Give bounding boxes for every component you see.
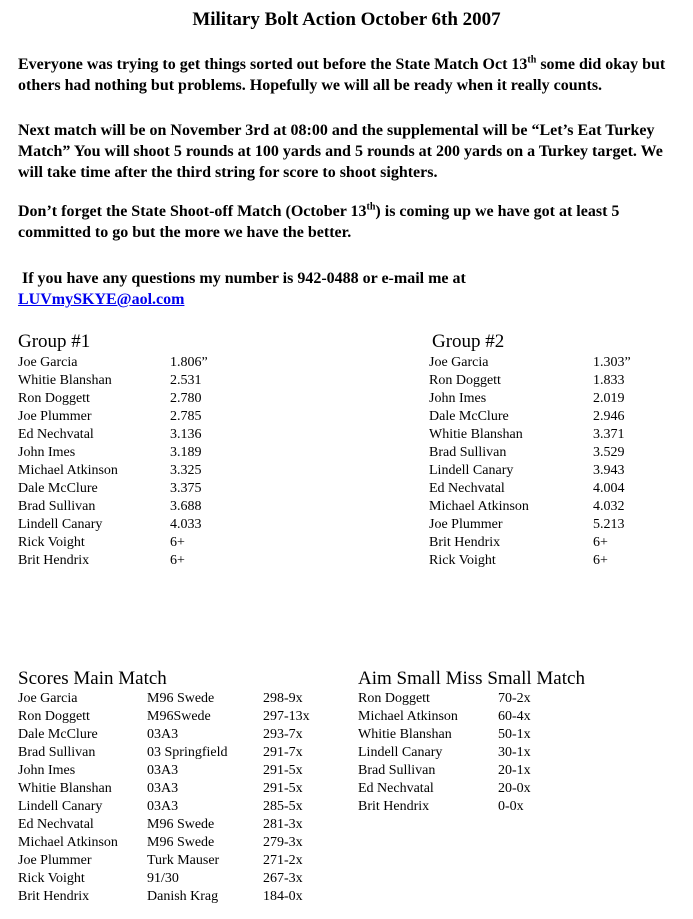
shooter-name: Michael Atkinson bbox=[18, 463, 118, 478]
rifle: 03 Springfield bbox=[147, 745, 228, 760]
shooter-name: Michael Atkinson bbox=[358, 709, 458, 724]
shooter-name: Whitie Blanshan bbox=[18, 373, 112, 388]
score: 20-1x bbox=[498, 763, 531, 778]
group-size: 6+ bbox=[170, 553, 185, 568]
group-size: 1.806” bbox=[170, 355, 208, 370]
rifle: M96 Swede bbox=[147, 817, 215, 832]
group1-row bbox=[18, 534, 258, 552]
main-match-row bbox=[18, 888, 338, 906]
intro-text-rest: some did okay but others had nothing but problems. Hopefully we will all be ready when it really counts. bbox=[18, 56, 666, 94]
main-match-row bbox=[18, 780, 338, 798]
intro-paragraph bbox=[18, 54, 678, 96]
score: 291-5x bbox=[263, 763, 303, 778]
group-size: 3.943 bbox=[593, 463, 625, 478]
group2-row bbox=[429, 408, 669, 426]
shooter-name: Joe Plummer bbox=[18, 853, 92, 868]
group-size: 5.213 bbox=[593, 517, 625, 532]
group1-row bbox=[18, 462, 258, 480]
aim-small-row bbox=[358, 690, 578, 708]
shooter-name: Michael Atkinson bbox=[18, 835, 118, 850]
rifle: 03A3 bbox=[147, 799, 179, 814]
group1-row bbox=[18, 516, 258, 534]
group-size: 2.019 bbox=[593, 391, 625, 406]
shooter-name: Ed Nechvatal bbox=[18, 427, 94, 442]
group-size: 2.785 bbox=[170, 409, 202, 424]
contact-text: If you have any questions my number is 942-0488 or e-mail me at bbox=[18, 270, 466, 287]
group1-row bbox=[18, 498, 258, 516]
group-size: 3.325 bbox=[170, 463, 202, 478]
shooter-name: Ron Doggett bbox=[18, 391, 90, 406]
group1-row bbox=[18, 408, 258, 426]
rifle: Turk Mauser bbox=[147, 853, 220, 868]
group-size: 6+ bbox=[593, 553, 608, 568]
group1-table bbox=[18, 354, 258, 570]
shooter-name: Lindell Canary bbox=[429, 463, 514, 478]
contact-info bbox=[18, 268, 466, 310]
group1-heading: Group #1 bbox=[18, 331, 91, 352]
group-size: 6+ bbox=[170, 535, 185, 550]
group-size: 3.189 bbox=[170, 445, 202, 460]
shooter-name: Brad Sullivan bbox=[18, 745, 96, 760]
group1-row bbox=[18, 444, 258, 462]
group-size: 3.136 bbox=[170, 427, 202, 442]
rifle: 03A3 bbox=[147, 763, 179, 778]
shooter-name: Michael Atkinson bbox=[429, 499, 529, 514]
shooter-name: Ron Doggett bbox=[429, 373, 501, 388]
score: 184-0x bbox=[263, 889, 303, 904]
group-size: 2.780 bbox=[170, 391, 202, 406]
main-match-row bbox=[18, 762, 338, 780]
shooter-name: Joe Garcia bbox=[18, 691, 78, 706]
shooter-name: Rick Voight bbox=[18, 535, 85, 550]
shooter-name: Ed Nechvatal bbox=[358, 781, 434, 796]
rifle: Danish Krag bbox=[147, 889, 219, 904]
main-match-heading: Scores Main Match bbox=[18, 668, 167, 689]
shooter-name: Brad Sullivan bbox=[429, 445, 507, 460]
main-match-row bbox=[18, 708, 338, 726]
state-match-ordinal: th bbox=[366, 201, 376, 213]
shooter-name: Brit Hendrix bbox=[18, 553, 90, 568]
shooter-name: Brit Hendrix bbox=[358, 799, 430, 814]
group1-row bbox=[18, 426, 258, 444]
intro-text: Everyone was trying to get things sorted out before the State Match Oct 13 bbox=[18, 56, 528, 73]
shooter-name: Brit Hendrix bbox=[429, 535, 501, 550]
score: 50-1x bbox=[498, 727, 531, 742]
group1-row bbox=[18, 390, 258, 408]
main-match-row bbox=[18, 798, 338, 816]
group1-row bbox=[18, 480, 258, 498]
score: 291-7x bbox=[263, 745, 303, 760]
shooter-name: Dale McClure bbox=[429, 409, 509, 424]
rifle: 03A3 bbox=[147, 781, 179, 796]
group-size: 2.946 bbox=[593, 409, 625, 424]
state-match-text-rest: ) is coming up we have got at least 5 committed to go but the more we have the better. bbox=[18, 203, 620, 241]
group-size: 3.688 bbox=[170, 499, 202, 514]
aim-small-row bbox=[358, 762, 578, 780]
shooter-name: Lindell Canary bbox=[18, 517, 103, 532]
group2-row bbox=[429, 534, 669, 552]
group2-row bbox=[429, 354, 669, 372]
shooter-name: Joe Plummer bbox=[18, 409, 92, 424]
shooter-name: Whitie Blanshan bbox=[429, 427, 523, 442]
group-size: 1.303” bbox=[593, 355, 631, 370]
group-size: 4.004 bbox=[593, 481, 625, 496]
main-match-row bbox=[18, 690, 338, 708]
shooter-name: Joe Plummer bbox=[429, 517, 503, 532]
group2-row bbox=[429, 498, 669, 516]
score: 279-3x bbox=[263, 835, 303, 850]
score: 297-13x bbox=[263, 709, 310, 724]
rifle: M96Swede bbox=[147, 709, 211, 724]
rifle: 03A3 bbox=[147, 727, 179, 742]
state-match-text: Don’t forget the State Shoot-off Match (October 13 bbox=[18, 203, 367, 220]
main-match-row bbox=[18, 852, 338, 870]
aim-small-row bbox=[358, 708, 578, 726]
shooter-name: John Imes bbox=[18, 763, 76, 778]
aim-small-heading: Aim Small Miss Small Match bbox=[358, 668, 585, 689]
group1-row bbox=[18, 372, 258, 390]
group2-row bbox=[429, 480, 669, 498]
shooter-name: Joe Garcia bbox=[429, 355, 489, 370]
group-size: 6+ bbox=[593, 535, 608, 550]
main-match-row bbox=[18, 870, 338, 888]
group-size: 3.375 bbox=[170, 481, 202, 496]
shooter-name: Brad Sullivan bbox=[358, 763, 436, 778]
group-size: 2.531 bbox=[170, 373, 202, 388]
shooter-name: Ed Nechvatal bbox=[429, 481, 505, 496]
main-match-row bbox=[18, 744, 338, 762]
score: 291-5x bbox=[263, 781, 303, 796]
group-size: 3.529 bbox=[593, 445, 625, 460]
next-match-paragraph: Next match will be on November 3rd at 08:00 and the supplemental will be “Let’s Eat Turkey Match” You will shoot 5 rounds at 100 yards and 5 rounds at 200 yards on a Turkey target. We will take time after the third string for score to shoot sighters. bbox=[18, 122, 663, 181]
score: 267-3x bbox=[263, 871, 303, 886]
score: 60-4x bbox=[498, 709, 531, 724]
score: 271-2x bbox=[263, 853, 303, 868]
score: 293-7x bbox=[263, 727, 303, 742]
aim-small-table bbox=[358, 690, 578, 816]
group2-row bbox=[429, 372, 669, 390]
score: 0-0x bbox=[498, 799, 524, 814]
score: 20-0x bbox=[498, 781, 531, 796]
score: 70-2x bbox=[498, 691, 531, 706]
shooter-name: John Imes bbox=[18, 445, 76, 460]
shooter-name: Joe Garcia bbox=[18, 355, 78, 370]
main-match-row bbox=[18, 726, 338, 744]
rifle: M96 Swede bbox=[147, 691, 215, 706]
aim-small-row bbox=[358, 780, 578, 798]
group1-row bbox=[18, 552, 258, 570]
rifle: M96 Swede bbox=[147, 835, 215, 850]
group2-row bbox=[429, 426, 669, 444]
score: 298-9x bbox=[263, 691, 303, 706]
group2-row bbox=[429, 390, 669, 408]
group-size: 4.033 bbox=[170, 517, 202, 532]
group2-row bbox=[429, 516, 669, 534]
shooter-name: Lindell Canary bbox=[18, 799, 103, 814]
group-size: 4.032 bbox=[593, 499, 625, 514]
shooter-name: Brad Sullivan bbox=[18, 499, 96, 514]
state-match-paragraph bbox=[18, 201, 678, 243]
email-link[interactable]: LUVmySKYE@aol.com bbox=[18, 291, 185, 308]
shooter-name: Rick Voight bbox=[429, 553, 496, 568]
shooter-name: Ed Nechvatal bbox=[18, 817, 94, 832]
shooter-name: John Imes bbox=[429, 391, 487, 406]
main-match-row bbox=[18, 816, 338, 834]
group1-row bbox=[18, 354, 258, 372]
group2-row bbox=[429, 552, 669, 570]
group2-row bbox=[429, 444, 669, 462]
intro-ordinal: th bbox=[527, 54, 537, 66]
score: 281-3x bbox=[263, 817, 303, 832]
aim-small-row bbox=[358, 744, 578, 762]
shooter-name: Ron Doggett bbox=[18, 709, 90, 724]
score: 30-1x bbox=[498, 745, 531, 760]
shooter-name: Lindell Canary bbox=[358, 745, 443, 760]
shooter-name: Whitie Blanshan bbox=[358, 727, 452, 742]
shooter-name: Rick Voight bbox=[18, 871, 85, 886]
score: 285-5x bbox=[263, 799, 303, 814]
aim-small-row bbox=[358, 798, 578, 816]
page-title: Military Bolt Action October 6th 2007 bbox=[192, 9, 501, 30]
group2-row bbox=[429, 462, 669, 480]
shooter-name: Brit Hendrix bbox=[18, 889, 90, 904]
group2-table bbox=[429, 354, 669, 570]
shooter-name: Ron Doggett bbox=[358, 691, 430, 706]
aim-small-row bbox=[358, 726, 578, 744]
main-match-row bbox=[18, 834, 338, 852]
rifle: 91/30 bbox=[147, 871, 179, 886]
shooter-name: Whitie Blanshan bbox=[18, 781, 112, 796]
shooter-name: Dale McClure bbox=[18, 481, 98, 496]
shooter-name: Dale McClure bbox=[18, 727, 98, 742]
main-match-table bbox=[18, 690, 338, 906]
group-size: 1.833 bbox=[593, 373, 625, 388]
group2-heading: Group #2 bbox=[432, 331, 505, 352]
group-size: 3.371 bbox=[593, 427, 625, 442]
